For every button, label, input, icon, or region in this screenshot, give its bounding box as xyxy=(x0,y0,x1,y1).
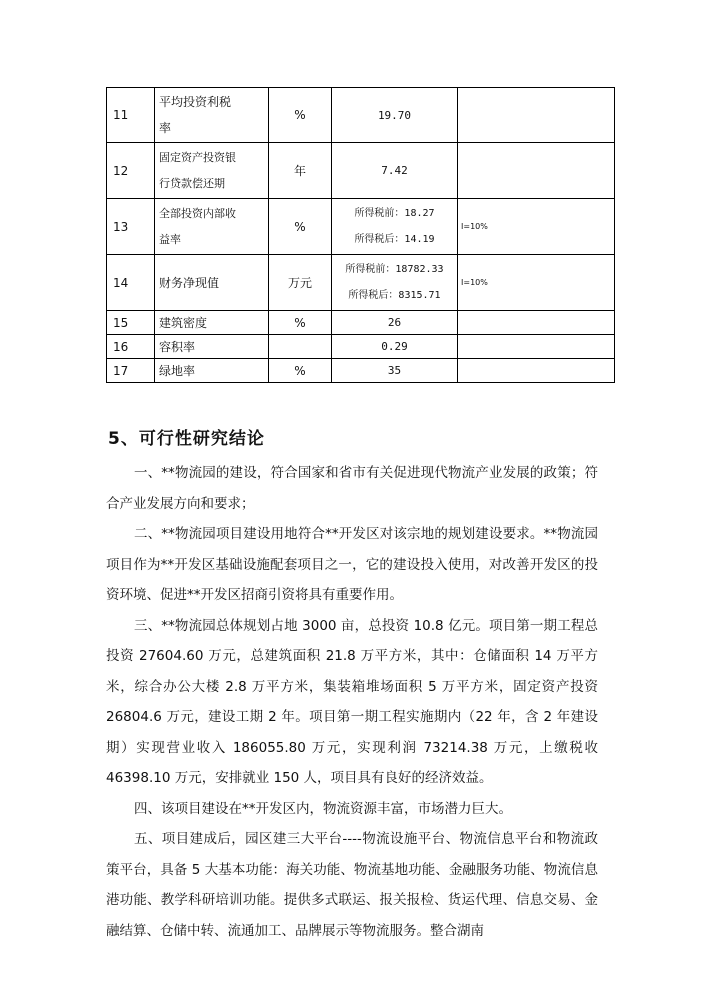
section-body xyxy=(106,458,598,946)
row-unit: 年 xyxy=(269,143,332,199)
row-unit xyxy=(269,335,332,359)
row-value-line: 所得税前：18.27 xyxy=(354,207,435,219)
row-name-line: 行贷款偿还期 xyxy=(159,176,225,190)
paragraph: 二、**物流园项目建设用地符合**开发区对该宗地的规划建设要求。**物流园项目作为**开发区基础设施配套项目之一，它的建设投入使用，对改善开发区的投资环境、促进**开发区招商引资将具有重要作用。 xyxy=(106,526,598,603)
table-row xyxy=(107,143,615,199)
row-number: 12 xyxy=(107,143,155,199)
row-number: 13 xyxy=(107,199,155,255)
row-note xyxy=(458,335,615,359)
table-row xyxy=(107,311,615,335)
row-number: 14 xyxy=(107,255,155,311)
table-row xyxy=(107,255,615,311)
indicator-table xyxy=(106,87,615,383)
row-number: 11 xyxy=(107,88,155,143)
section-heading: 5、可行性研究结论 xyxy=(108,429,265,449)
row-name: 建筑密度 xyxy=(155,311,269,335)
paragraph: 一、**物流园的建设，符合国家和省市有关促进现代物流产业发展的政策；符合产业发展方向和要求； xyxy=(106,465,598,512)
row-name-line: 全部投资内部收 xyxy=(159,206,236,220)
row-unit: % xyxy=(269,88,332,143)
table-row xyxy=(107,199,615,255)
row-name: 容积率 xyxy=(155,335,269,359)
row-note xyxy=(458,88,615,143)
row-name-line: 平均投资利税 xyxy=(159,95,232,109)
row-name-line: 益率 xyxy=(159,232,181,246)
paragraph: 四、该项目建设在**开发区内，物流资源丰富，市场潜力巨大。 xyxy=(134,800,512,817)
table-row xyxy=(107,88,615,143)
row-name: 绿地率 xyxy=(155,359,269,383)
row-value-line: 所得税后：14.19 xyxy=(354,233,435,245)
row-value-line: 所得税前：18782.33 xyxy=(345,263,444,275)
row-note: I=10% xyxy=(458,255,615,311)
row-unit: 万元 xyxy=(269,255,332,311)
row-name-line: 固定资产投资银 xyxy=(159,150,236,164)
row-unit: % xyxy=(269,311,332,335)
table-row xyxy=(107,359,615,383)
row-name: 财务净现值 xyxy=(155,255,269,311)
row-number: 16 xyxy=(107,335,155,359)
row-number: 15 xyxy=(107,311,155,335)
paragraph: 五、项目建成后，园区建三大平台----物流设施平台、物流信息平台和物流政策平台，具备 5 大基本功能：海关功能、物流基地功能、金融服务功能、物流信息港功能、教学科研培训功能。提供多式联运、报关报检、货运代理、信息交易、金融结算、仓储中转、流通加工、品牌展示等物流服务。整合湖南 xyxy=(106,831,598,939)
row-value: 0.29 xyxy=(332,335,458,359)
row-value: 7.42 xyxy=(332,143,458,199)
row-note xyxy=(458,143,615,199)
row-note xyxy=(458,311,615,335)
row-value: 35 xyxy=(332,359,458,383)
row-name-line: 率 xyxy=(159,121,172,135)
table-row xyxy=(107,335,615,359)
row-unit: % xyxy=(269,199,332,255)
row-number: 17 xyxy=(107,359,155,383)
row-value-line: 所得税后：8315.71 xyxy=(348,289,441,301)
row-value: 19.70 xyxy=(332,88,458,143)
paragraph: 三、**物流园总体规划占地 3000 亩，总投资 10.8 亿元。项目第一期工程总投资 27604.60 万元，总建筑面积 21.8 万平方米，其中：仓储面积 14 万平方米，综合办公大楼 2.8 万平方米，集装箱堆场面积 5 万平方米，固定资产投资 26804.6 万元，建设工期 2 年。项目第一期工程实施期内（22 年，含 2 年建设期）实现营业收入 186055.80 万元，实现利润 73214.38 万元，上缴税收 46398.10 万元，安排就业 150 人，项目具有良好的经济效益。 xyxy=(106,617,598,786)
row-note xyxy=(458,359,615,383)
row-value: 26 xyxy=(332,311,458,335)
row-note: I=10% xyxy=(458,199,615,255)
row-unit: % xyxy=(269,359,332,383)
